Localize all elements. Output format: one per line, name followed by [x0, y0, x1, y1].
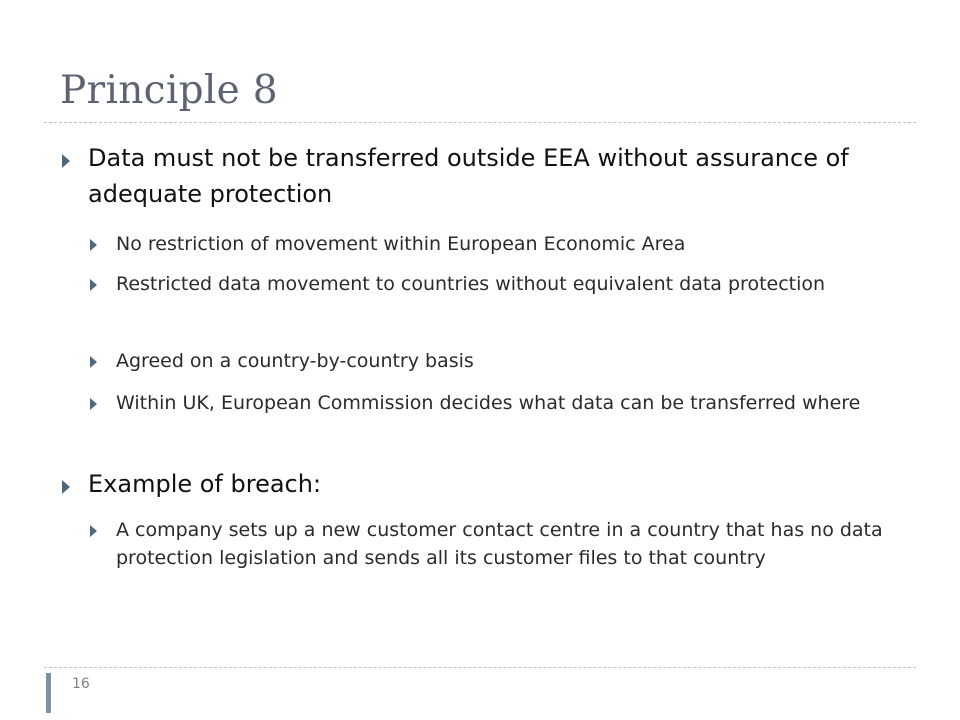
- sub-bullet-triangle-icon: [90, 356, 97, 368]
- footer-divider: [44, 667, 916, 668]
- sub-bullet-text: No restriction of movement within European Economic Area: [116, 233, 686, 255]
- sub-bullet-text: Within UK, European Commission decides what data can be transferred where: [116, 392, 861, 414]
- page-number: 16: [72, 676, 90, 692]
- sub-bullet-text: Restricted data movement to countries without equivalent data protection: [116, 273, 826, 295]
- title-divider: [44, 122, 916, 123]
- bullet-triangle-icon: [62, 154, 70, 168]
- sub-bullet-triangle-icon: [90, 239, 97, 251]
- sub-bullet-triangle-icon: [90, 279, 97, 291]
- footer-accent-bar: [46, 673, 51, 713]
- slide-title: Principle 8: [60, 68, 278, 113]
- sub-bullet-triangle-icon: [90, 398, 97, 410]
- bullet-text: Example of breach:: [88, 470, 322, 498]
- sub-bullet-text: A company sets up a new customer contact centre in a country that has no data protection legislation and sends all its customer files to that country: [116, 519, 883, 569]
- bullet-text: Data must not be transferred outside EEA without assurance of adequate protection: [88, 144, 849, 208]
- bullet-triangle-icon: [62, 480, 70, 494]
- sub-bullet-triangle-icon: [90, 525, 97, 537]
- sub-bullet-text: Agreed on a country-by-country basis: [116, 350, 474, 372]
